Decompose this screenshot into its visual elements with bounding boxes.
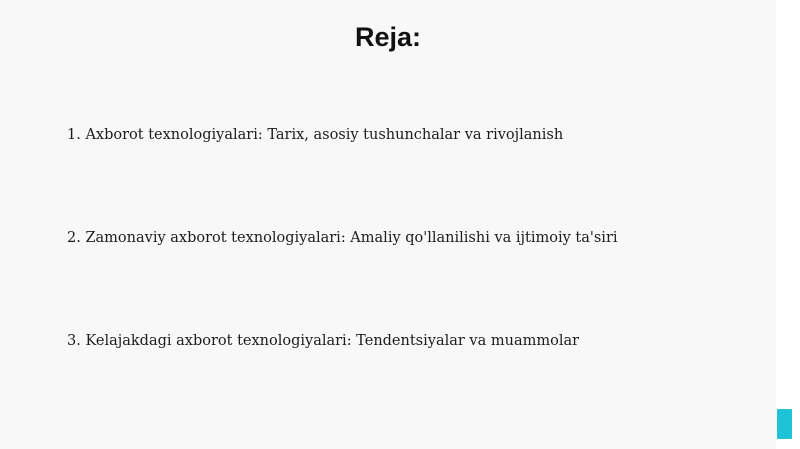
slide-title: Reja: [354, 22, 422, 52]
plan-item-3: 3. Kelajakdagi axborot texnologiyalari: Tendentsiyalar va muammolar [67, 333, 580, 349]
scrollbar-track[interactable] [776, 0, 800, 449]
scrollbar-thumb[interactable] [777, 409, 792, 439]
plan-item-1: 1. Axborot texnologiyalari: Tarix, asosiy tushunchalar va rivojlanish [67, 127, 564, 143]
plan-item-2: 2. Zamonaviy axborot texnologiyalari: Amaliy qo'llanilishi va ijtimoiy ta'siri [67, 230, 618, 246]
